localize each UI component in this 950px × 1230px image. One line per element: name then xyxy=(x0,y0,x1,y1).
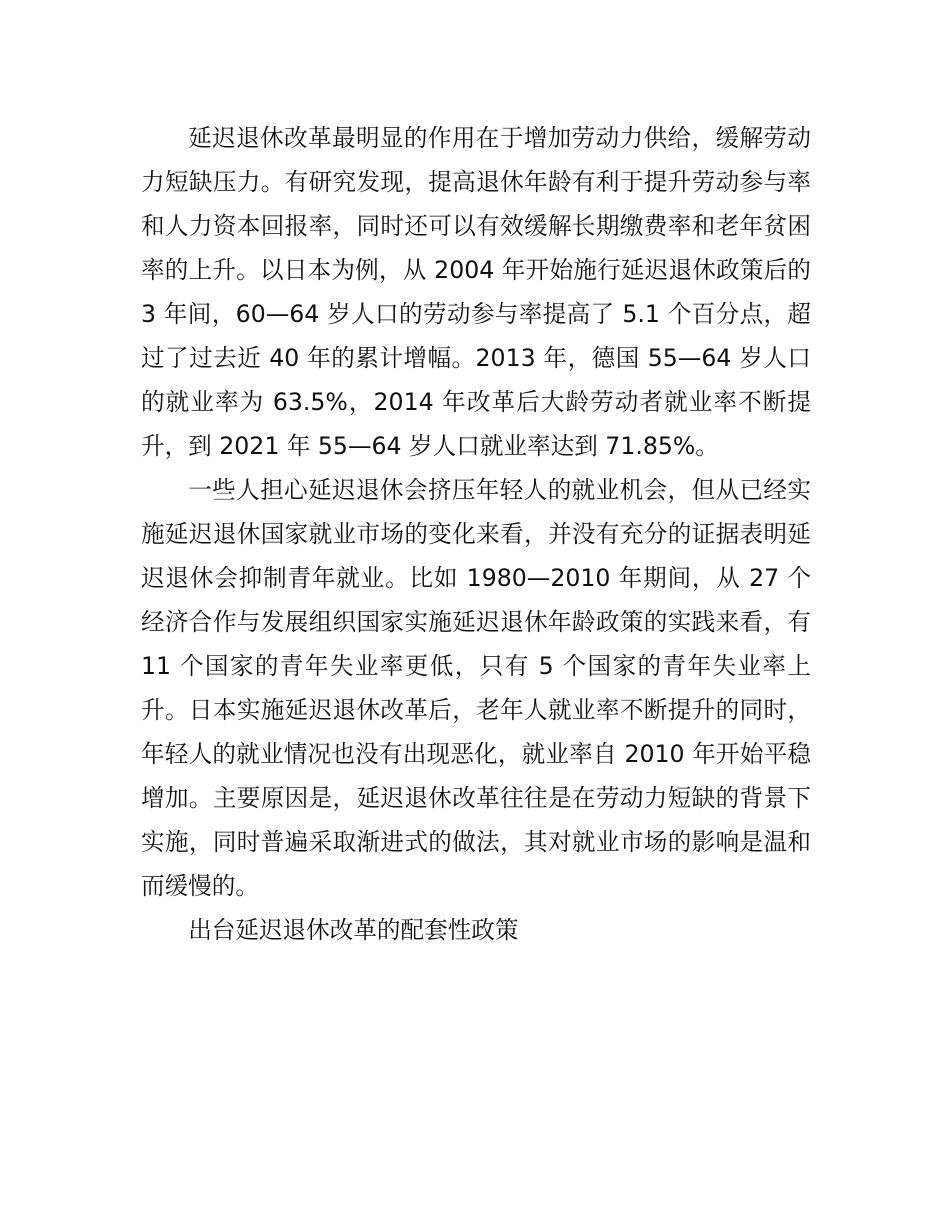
section-heading-supporting-policies: 出台延迟退休改革的配套性政策 xyxy=(188,916,519,944)
paragraph-labor-supply: 延迟退休改革最明显的作用在于增加劳动力供给，缓解劳动力短缺压力。有研究发现，提高退休年龄有利于提升劳动参与率和人力资本回报率，同时还可以有效缓解长期缴费率和老年贫困率的上升。以日本为例，从 2004 年开始施行延迟退休政策后的 3 年间，60—64 岁人口的劳动参与率提高了 5.1 个百分点，超过了过去近 40 年的累计增幅。2013 年，德国 55—64 岁人口的就业率为 63.5%，2014 年改革后大龄劳动者就业率不断提升，到 2021 年 55—64 岁人口就业率达到 71.85%。 xyxy=(141,124,811,460)
document-page xyxy=(141,116,811,952)
paragraph-youth-employment: 一些人担心延迟退休会挤压年轻人的就业机会，但从已经实施延迟退休国家就业市场的变化来看，并没有充分的证据表明延迟退休会抑制青年就业。比如 1980—2010 年期间，从 27 个经济合作与发展组织国家实施延迟退休年龄政策的实践来看，有 11 个国家的青年失业率更低，只有 5 个国家的青年失业率上升。日本实施延迟退休改革后，老年人就业率不断提升的同时，年轻人的就业情况也没有出现恶化，就业率自 2010 年开始平稳增加。主要原因是，延迟退休改革往往是在劳动力短缺的背景下实施，同时普遍采取渐进式的做法，其对就业市场的影响是温和而缓慢的。 xyxy=(141,476,811,900)
